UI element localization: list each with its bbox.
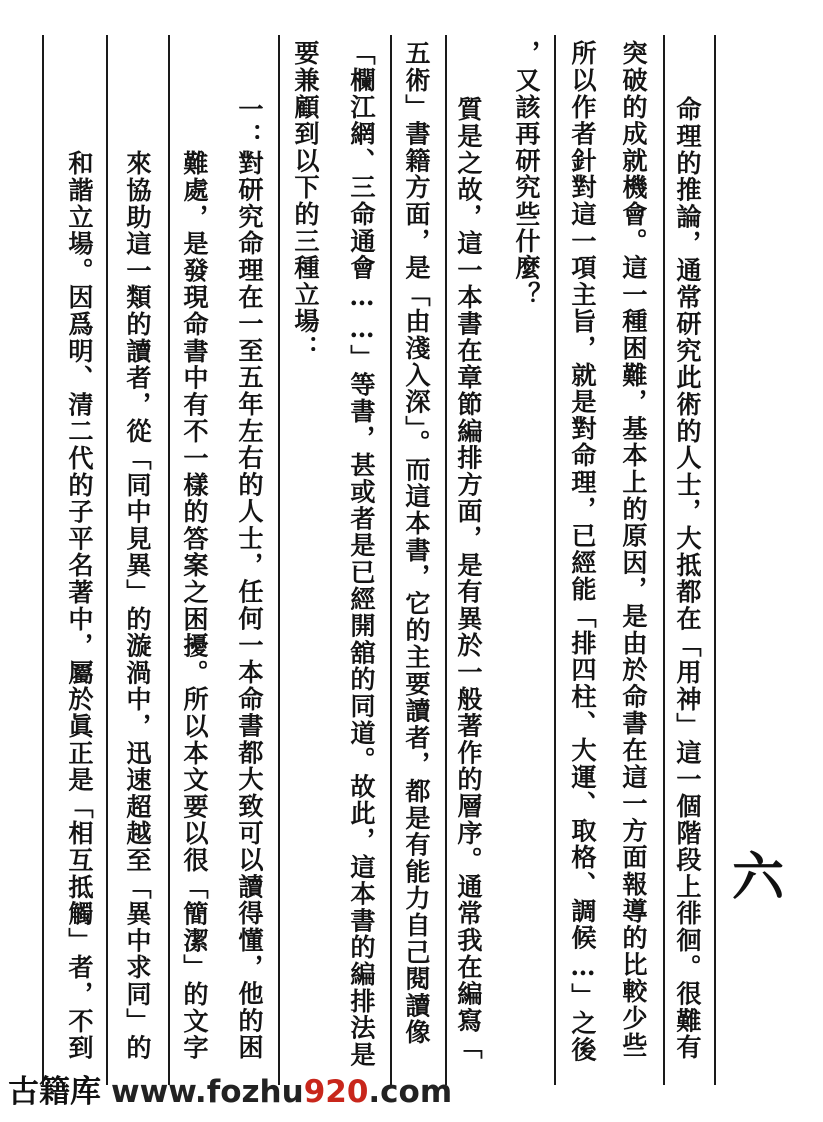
page-number: 六	[732, 847, 785, 908]
text-column-7: 「欄江網、三命通會……」等書，甚或者是已經開舘的同道。故此，這本書的編排法是	[347, 40, 377, 1068]
text-column-10: 難處，是發現命書中有不一樣的答案之困擾。所以本文要以很「簡潔」的文字	[180, 150, 210, 1062]
column-rule	[278, 35, 280, 1085]
text-column-8: 要兼顧到以下的三種立場：	[291, 40, 321, 362]
column-rule	[42, 35, 44, 1085]
text-column-4: ，又該再研究些什麼？	[512, 40, 542, 308]
column-rule	[663, 35, 665, 1085]
text-column-1: 命理的推論，通常研究此術的人士，大抵都在「用神」這一個階段上徘徊。很難有	[673, 96, 703, 1061]
column-rule	[554, 35, 556, 1085]
watermark-url-suffix: .com	[368, 1074, 453, 1110]
watermark-url-prefix: www.fozhu	[111, 1074, 304, 1110]
text-column-6: 五術」書籍方面，是「由淺入深」。而這本書，它的主要讀者，都是有能力自己閱讀像	[402, 40, 432, 1046]
column-rule	[106, 35, 108, 1085]
site-watermark	[8, 1072, 452, 1112]
text-column-9: 一：對研究命理在一至五年左右的人士，任何一本命書都大致可以讀得懂，他的困	[235, 96, 265, 1061]
text-column-12: 和諧立場。因爲明、清二代的子平名著中，屬於眞正是「相互抵觸」者，不到	[65, 150, 95, 1062]
column-rule	[390, 35, 392, 1085]
column-rule	[168, 35, 170, 1085]
column-rule	[445, 35, 447, 1085]
text-column-5: 質是之故，這一本書在章節編排方面，是有異於一般著作的層序。通常我在編寫「	[454, 96, 484, 1061]
watermark-site-name: 古籍库	[8, 1074, 101, 1110]
text-column-11: 來協助這一類的讀者，從「同中見異」的漩渦中，迅速超越至「異中求同」的	[123, 150, 153, 1062]
text-column-3: 所以作者針對這一項主旨，就是對命理，已經能「排四柱、大運、取格、調候…」之後	[568, 40, 598, 1064]
text-column-2: 突破的成就機會。這一種困難，基本上的原因，是由於命書在這一方面報導的比較少些	[619, 40, 649, 1059]
watermark-url-number: 920	[303, 1074, 369, 1110]
column-rule	[714, 35, 716, 1085]
